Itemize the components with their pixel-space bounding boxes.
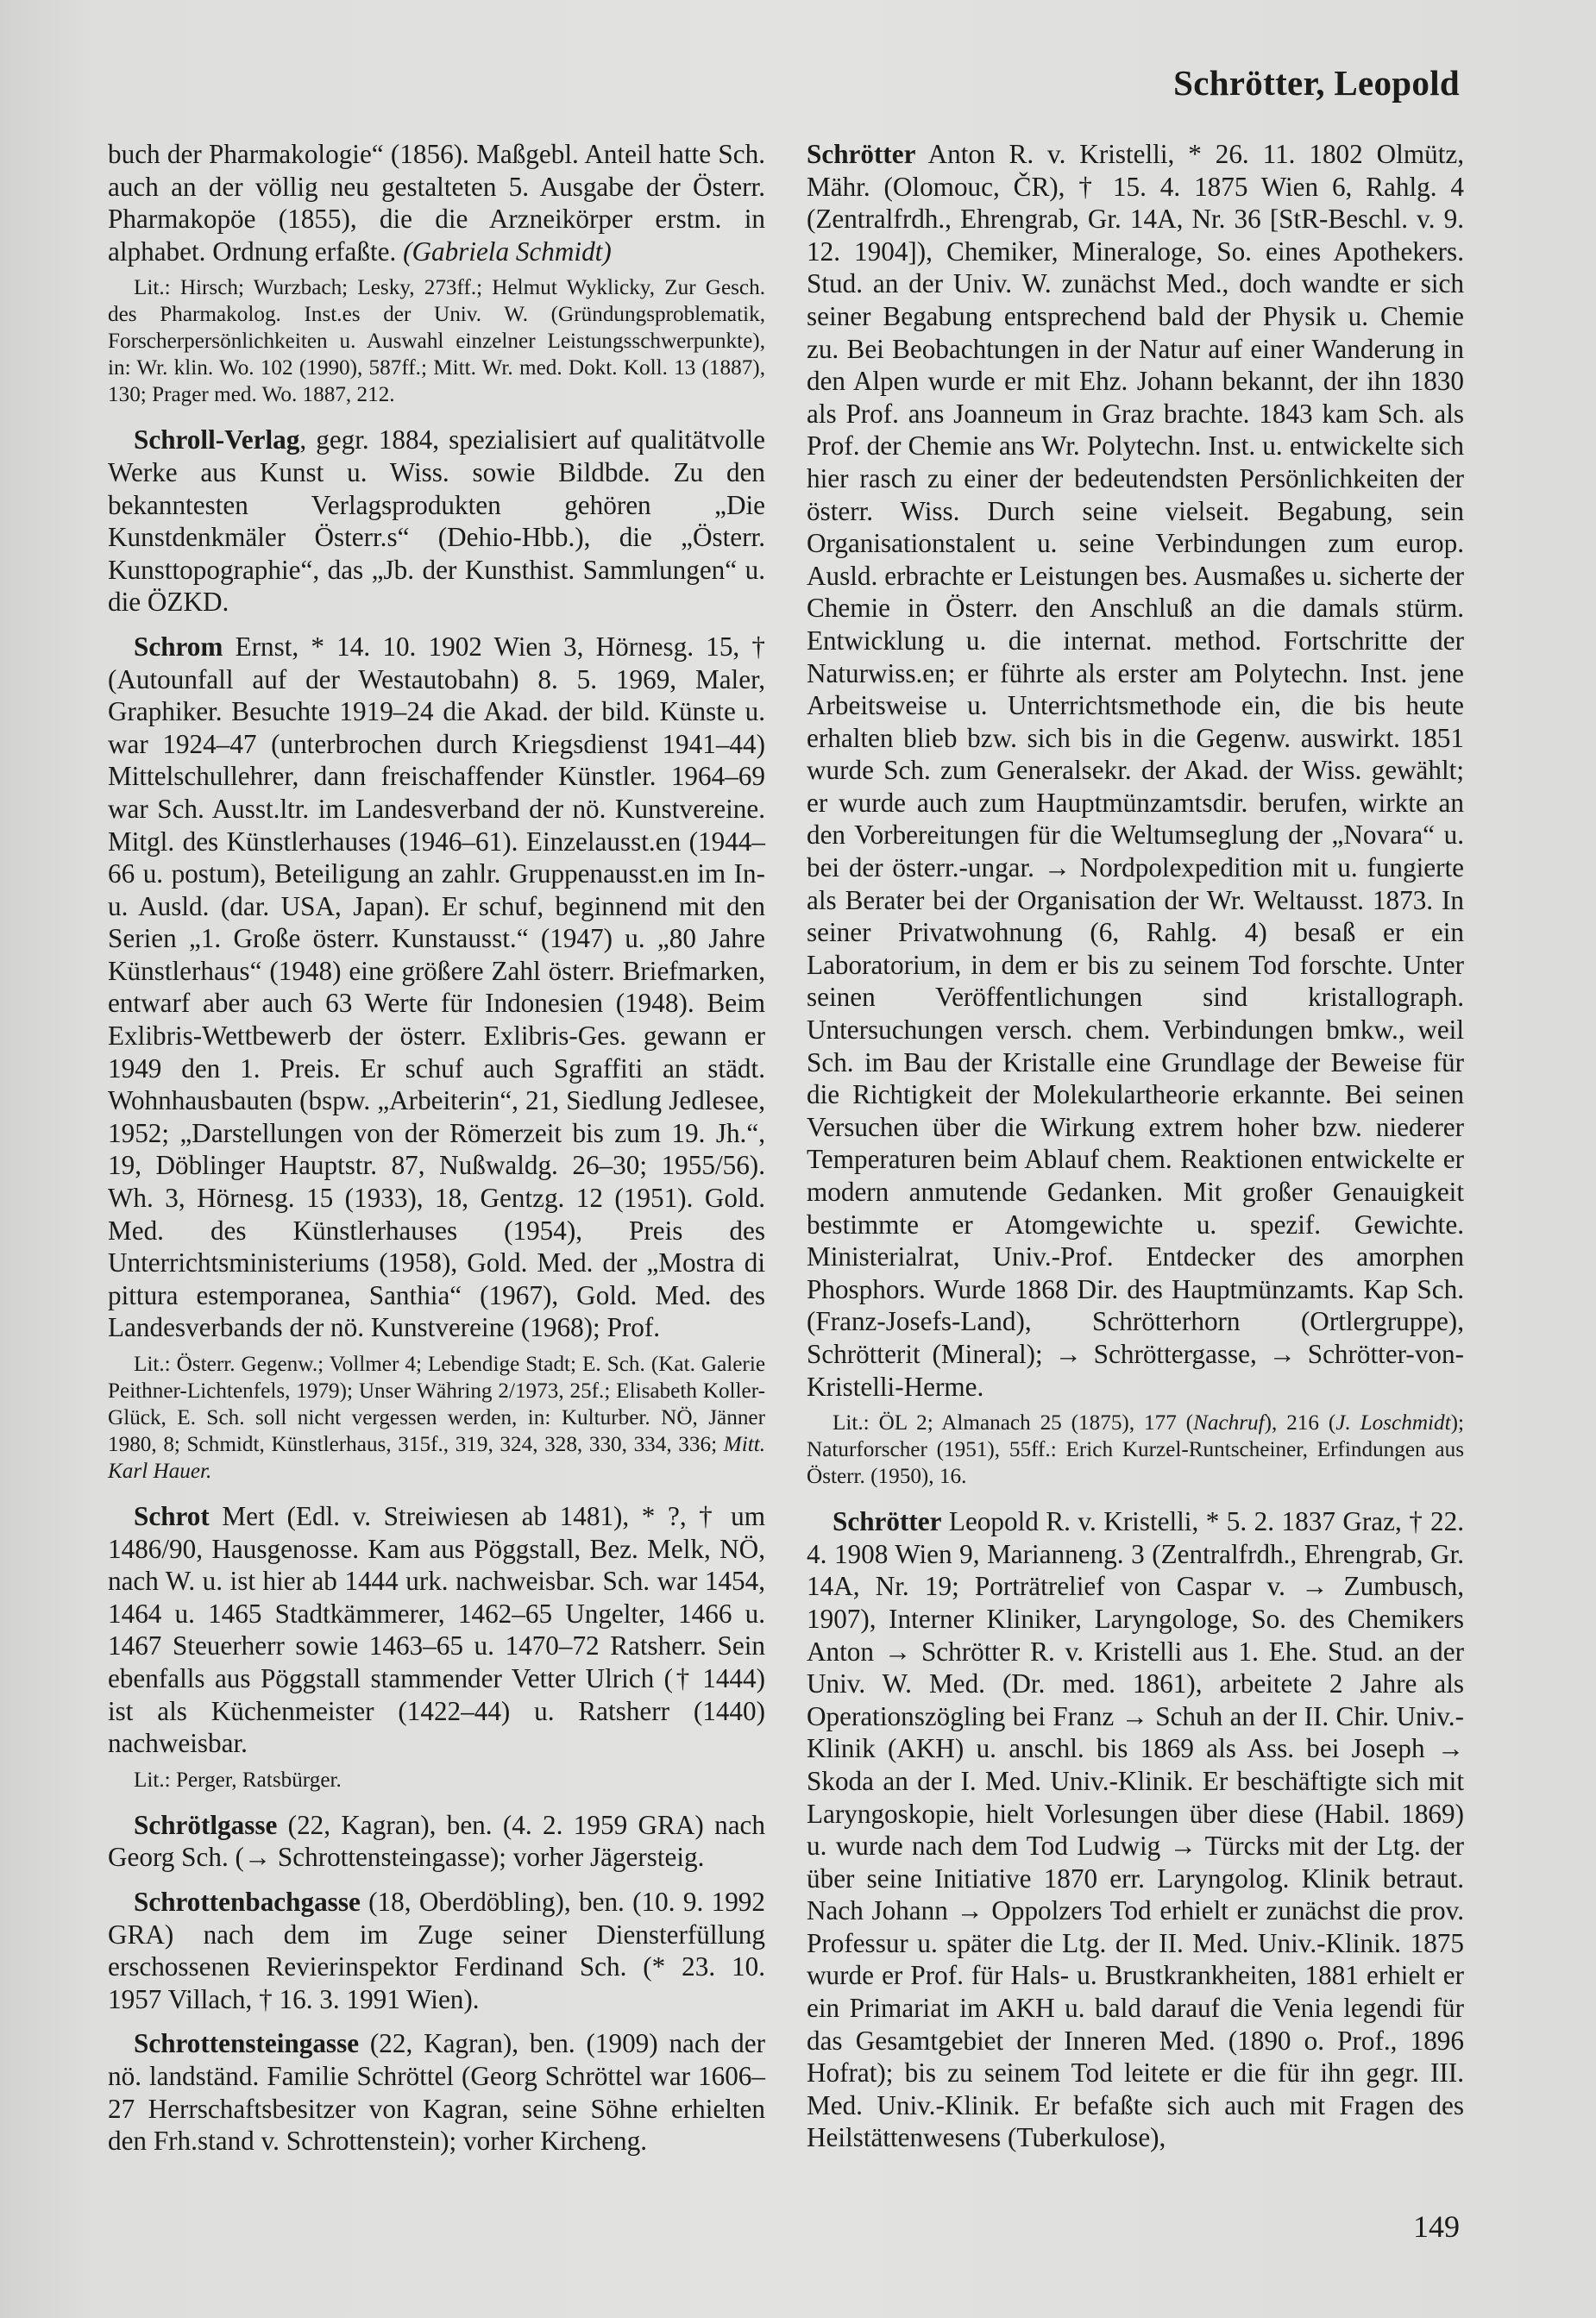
entry-text: buch der Pharmakologie“ (1856). Maßgebl. Anteil hatte Sch. auch an der völlig neu gestalteten 5. Ausgabe der Österr. Pharmakopöe (1855), die die Arzneikörper erstm. in alphabet. Ordnung erfaßte.: [108, 139, 765, 267]
literature-note: Lit.: Hirsch; Wurzbach; Lesky, 273ff.; Helmut Wyklicky, Zur Gesch. des Pharmakolog. Inst.es der Univ. W. (Gründungsproblematik, Forscherpersönlichkeiten u. Auswahl einzelner Leistungsschwerpunkte), in: Wr. klin. Wo. 102 (1990), 587ff.; Mitt. Wr. med. Dokt. Koll. 13 (1887), 130; Prager med. Wo. 1887, 212.: [108, 276, 765, 407]
entry-headword: Schrötter: [807, 139, 916, 169]
literature-note: Lit.: Österr. Gegenw.; Vollmer 4; Lebendige Stadt; E. Sch. (Kat. Galerie Peithner-Lichtenfels, 1979); Unser Währing 2/1973, 25f.; Elisabeth Koller-Glück, E. Sch. soll nicht vergessen werden, in: Kulturber. NÖ, Jänner 1980, 8; Schmidt, Künstlerhaus, 315f., 319, 324, 328, 330, 334, 336; Mitt. Karl Hauer.: [108, 1353, 765, 1483]
literature-note: Lit.: ÖL 2; Almanach 25 (1875), 177 (Nachruf), 216 (J. Loschmidt); Naturforscher (1951), 55ff.: Erich Kurzel-Runtscheiner, Erfindungen aus Österr. (1950), 16.: [807, 1411, 1464, 1489]
entry-schroetter-leopold: [807, 1505, 1464, 2154]
entry-schrom: [108, 631, 765, 1344]
entry-text: Leopold R. v. Kristelli, * 5. 2. 1837 Graz, † 22. 4. 1908 Wien 9, Marianneng. 3 (Zentralfrdh., Ehrengrab, Gr. 14A, Nr. 19; Porträtrelief von Caspar v. → Zumbusch, 1907), Interner Kliniker, Laryngologe, So. des Chemikers Anton → Schrötter R. v. Kristelli aus 1. Ehe. Stud. an der Univ. W. Med. (Dr. med. 1861), arbeitete 2 Jahre als Operationszögling bei Franz → Schuh an der II. Chir. Univ.-Klinik (AKH) u. anschl. bis 1869 als Ass. bei Joseph → Skoda an der I. Med. Univ.-Klinik. Er beschäftigte sich mit Laryngoskopie, hielt Vorlesungen über diese (Habil. 1869) u. wurde nach dem Tod Ludwig → Türcks mit der Ltg. der über seine Initiative 1870 err. Laryngolog. Klinik betraut. Nach Johann → Oppolzers Tod erhielt er zunächst die prov. Professur u. später die Ltg. der II. Med. Univ.-Klinik. 1875 wurde er Prof. für Hals- u. Brustkrankheiten, 1881 erhielt er ein Primariat im AKH u. bald darauf die Venia legendi für das Gesamtgebiet der Inneren Med. (1890 o. Prof., 1896 Hofrat); bis zu seinem Tod leitete er die für ihn gegr. III. Med. Univ.-Klinik. Er befaßte sich auch mit Fragen des Heilstättenwesens (Tuberkulose),: [807, 1506, 1464, 2153]
entry-text: (22, Kagran), ben. (4. 2. 1959 GRA) nach Georg Sch. (→ Schrottensteingasse); vorher Jägersteig.: [108, 1809, 765, 1873]
entry-headword: Schrot: [134, 1501, 210, 1531]
entry-schrottensteingasse: [108, 2027, 765, 2157]
entry-schroetlgasse: [108, 1809, 765, 1874]
entry-continuation: [108, 138, 765, 267]
page-number: 149: [1413, 2209, 1460, 2244]
entry-headword: Schrötlgasse: [134, 1809, 278, 1840]
entry-headword: Schrötter: [833, 1506, 942, 1537]
literature-note: Lit.: Perger, Ratsbürger.: [134, 1768, 342, 1792]
entry-schrottenbachgasse: [108, 1886, 765, 2015]
entry-text: Mert (Edl. v. Streiwiesen ab 1481), * ?, † um 1486/90, Hausgenosse. Kam aus Pöggstall, Bez. Melk, NÖ, nach W. u. ist hier ab 1444 urk. nachweisbar. Sch. war 1454, 1464 u. 1465 Stadtkämmerer, 1462–65 Ungelter, 1466 u. 1467 Steuerherr sowie 1463–65 u. 1470–72 Ratsherr. Sein ebenfalls aus Pöggstall stammender Vetter Ulrich († 1444) ist als Küchenmeister (1422–44) u. Ratsherr (1440) nachweisbar.: [108, 1501, 765, 1759]
entry-schrot: [108, 1500, 765, 1760]
right-column: [807, 138, 1464, 2166]
entry-text: (18, Oberdöbling), ben. (10. 9. 1992 GRA) nach dem im Zuge seiner Diensterfüllung erschossenen Revierinspektor Ferdinand Sch. (* 23. 10. 1957 Villach, † 16. 3. 1991 Wien).: [108, 1886, 765, 2014]
entry-text: Ernst, * 14. 10. 1902 Wien 3, Hörnesg. 15, † (Autounfall auf der Westautobahn) 8. 5. 1969, Maler, Graphiker. Besuchte 1919–24 die Akad. der bild. Künste u. war 1924–47 (unterbrochen durch Kriegsdienst 1941–44) Mittelschullehrer, dann freischaffender Künstler. 1964–69 war Sch. Ausst.ltr. im Landesverband der nö. Kunstvereine. Mitgl. des Künstlerhauses (1946–61). Einzelausst.en (1944–66 u. postum), Beteiligung an zahlr. Gruppenausst.en im In- u. Ausld. (dar. USA, Japan). Er schuf, beginnend mit den Serien „1. Große österr. Kunstausst.“ (1947) u. „80 Jahre Künstlerhaus“ (1948) eine größere Zahl österr. Briefmarken, entwarf aber auch 63 Werte für Indonesien (1948). Beim Exlibris-Wettbewerb der österr. Exlibris-Ges. gewann er 1949 den 1. Preis. Er schuf auch Sgraffiti an städt. Wohnhausbauten (bspw. „Arbeiterin“, 21, Siedlung Jedlesee, 1952; „Darstellungen von der Römerzeit bis zum 19. Jh.“, 19, Döblinger Hauptstr. 87, Nußwaldg. 26–30; 1955/56). Wh. 3, Hörnesg. 15 (1933), 18, Gentzg. 12 (1951). Gold. Med. des Künstlerhauses (1954), Preis des Unterrichtsministeriums (1958), Gold. Med. der „Mostra di pittura estemporanea, Santhia“ (1967), Gold. Med. des Landesverbands der nö. Kunstvereine (1968); Prof.: [108, 631, 765, 1343]
left-column: [108, 138, 765, 2170]
entry-schroll-verlag: [108, 424, 765, 619]
entry-headword: Schroll-Verlag: [134, 424, 300, 455]
entry-text: Anton R. v. Kristelli, * 26. 11. 1802 Olmütz, Mähr. (Olomouc, ČR), † 15. 4. 1875 Wien 6, Rahlg. 4 (Zentralfrdh., Ehrengrab, Gr. 14A, Nr. 36 [StR-Beschl. v. 9. 12. 1904]), Chemiker, Mineraloge, So. eines Apothekers. Stud. an der Univ. W. zunächst Med., doch wandte er sich seiner Begabung entsprechend bald der Physik u. Chemie zu. Bei Beobachtungen in der Natur auf einer Wanderung in den Alpen wurde er mit Ehz. Johann bekannt, der ihn 1830 als Prof. ans Joanneum in Graz brachte. 1843 kam Sch. als Prof. der Chemie ans Wr. Polytechn. Inst. u. entwickelte sich hier rasch zu einer der bedeutendsten Persönlichkeiten der österr. Wiss. Durch seine vielseit. Begabung, sein Organisationstalent u. seine Verbindungen zum europ. Ausld. erbrachte er Leistungen bes. Ausmaßes u. sicherte der Chemie in Österr. den Anschluß an die damals stürm. Entwicklung u. die internat. method. Fortschritte der Naturwiss.en; er führte als erster am Polytechn. Inst. jene Arbeitsweise u. Unterrichtsmethode ein, die bis heute erhalten blieb bzw. sich bis in die Gegenw. auswirkt. 1851 wurde Sch. zum Generalsekr. der Akad. der Wiss. gewählt; er wurde auch zum Hauptmünzamtsdir. berufen, wirkte an den Vorbereitungen für die Weltumseglung der „Novara“ u. bei der österr.-ungar. → Nordpolexpedition mit u. fungierte als Berater bei der Organisation der Wr. Weltausst. 1873. In seiner Privatwohnung (6, Rahlg. 4) besaß er ein Laboratorium, in dem er bis zu seinem Tod forschte. Unter seinen Veröffentlichungen sind kristallograph. Untersuchungen versch. chem. Verbindungen bmkw., weil Sch. im Bau der Kristalle eine Grundlage der Beweise für die Richtigkeit der Molekulartheorie erkannte. Bei seinen Versuchen über die Wirkung extrem hoher bzw. niederer Temperaturen beim Ablauf chem. Reaktionen entwickelte er modern anmutende Gedanken. Mit großer Genauigkeit bestimmte er Atomgewichte u. spezif. Gewichte. Ministerialrat, Univ.-Prof. Entdecker des amorphen Phosphors. Wurde 1868 Dir. des Hauptmünzamts. Kap Sch. (Franz-Josefs-Land), Schrötterhorn (Ortlergruppe), Schrötterit (Mineral); → Schröttergasse, → Schrötter-von-Kristelli-Herme.: [807, 139, 1464, 1402]
entry-headword: Schrottensteingasse: [134, 2028, 360, 2059]
entry-text: (22, Kagran), ben. (1909) nach der nö. landständ. Familie Schröttel (Georg Schröttel war 1606–27 Herrschaftsbesitzer von Kagran, seine Söhne erhielten den Frh.stand v. Schrottenstein); vorher Kircheng.: [108, 2028, 765, 2157]
entry-headword: Schrottenbachgasse: [134, 1886, 361, 1917]
entry-headword: Schrom: [134, 631, 223, 662]
entry-schroetter-anton: [807, 138, 1464, 1403]
running-head: Schrötter, Leopold: [1173, 63, 1460, 103]
entry-text: , gegr. 1884, spezialisiert auf qualitätvolle Werke aus Kunst u. Wiss. sowie Bildbde. Zu den bekanntesten Verlagsprodukten gehören „Die Kunstdenkmäler Österr.s“ (Dehio-Hbb.), die „Österr. Kunsttopographie“, das „Jb. der Kunsthist. Sammlungen“ u. die ÖZKD.: [108, 424, 765, 618]
author-signature: (Gabriela Schmidt): [403, 236, 612, 267]
